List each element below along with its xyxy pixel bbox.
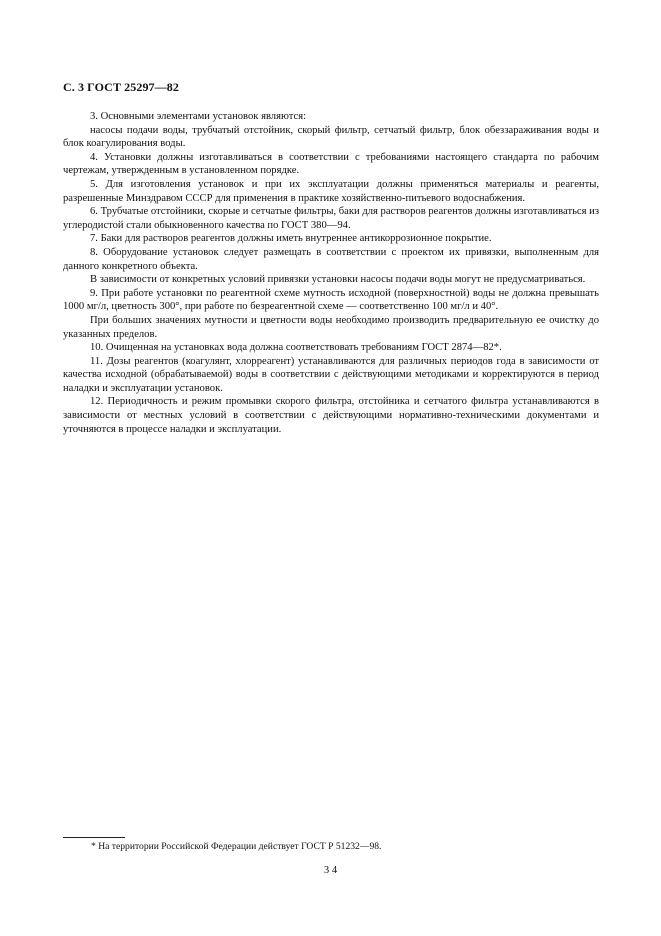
footnote-divider bbox=[63, 837, 125, 838]
footnote: * На территории Российской Федерации действует ГОСТ Р 51232—98. bbox=[91, 841, 382, 852]
paragraph-11: 11. Дозы реагентов (коагулянт, хлорреагент) устанавливаются для различных периодов года в зависимости от качества исходной (обрабатываемой) воды в соответствии с действующими методиками и корректируются в период наладки и эксплуатации установок. bbox=[63, 355, 599, 394]
paragraph-4: 4. Установки должны изготавливаться в соответствии с требованиями настоящего стандарта по рабочим чертежам, утвержденным в установленном порядке. bbox=[63, 151, 599, 177]
paragraph-10: 10. Очищенная на установках вода должна соответствовать требованиям ГОСТ 2874—82*. bbox=[90, 342, 502, 354]
paragraph-9: 9. При работе установки по реагентной схеме мутность исходной (поверхностной) воды не должна превышать 1000 мг/л, цветность 300°, при работе по безреагентной схеме — соответственно 100 мг/л и 40°. bbox=[63, 287, 599, 313]
document-body bbox=[63, 110, 599, 436]
paragraph-9-note: При больших значениях мутности и цветности воды необходимо производить предварительную ее очистку до указанных пределов. bbox=[63, 314, 599, 340]
paragraph-8-note: В зависимости от конкретных условий привязки установки насосы подачи воды могут не предусматриваться. bbox=[90, 274, 586, 286]
paragraph-12: 12. Периодичность и режим промывки скорого фильтра, отстойника и сетчатого фильтра устанавливаются в зависимости от местных условий в соответствии с действующими нормативно-техническими документами и уточняются в процессе наладки и эксплуатации. bbox=[63, 396, 599, 435]
paragraph-5: 5. Для изготовления установок и при их эксплуатации должны применяться материалы и реагенты, разрешенные Минздравом СССР для применения в практике хозяйственно-питьевого водоснабжения. bbox=[63, 178, 599, 204]
page-header: С. 3 ГОСТ 25297—82 bbox=[63, 80, 179, 94]
paragraph-3-items: насосы подачи воды, трубчатый отстойник, скорый фильтр, сетчатый фильтр, блок обеззараживания воды и блок коагулирования воды. bbox=[63, 124, 599, 150]
paragraph-8: 8. Оборудование установок следует размещать в соответствии с проектом их привязки, выполненным для данного конкретного объекта. bbox=[63, 246, 599, 272]
paragraph-3: 3. Основными элементами установок являются: bbox=[90, 111, 307, 122]
paragraph-6: 6. Трубчатые отстойники, скорые и сетчатые фильтры, баки для растворов реагентов должны изготавливаться из углеродистой стали обыкновенного качества по ГОСТ 380—94. bbox=[63, 206, 599, 231]
page-number: 3 4 bbox=[323, 865, 338, 876]
paragraph-7: 7. Баки для растворов реагентов должны иметь внутреннее антикоррозионное покрытие. bbox=[90, 233, 492, 245]
